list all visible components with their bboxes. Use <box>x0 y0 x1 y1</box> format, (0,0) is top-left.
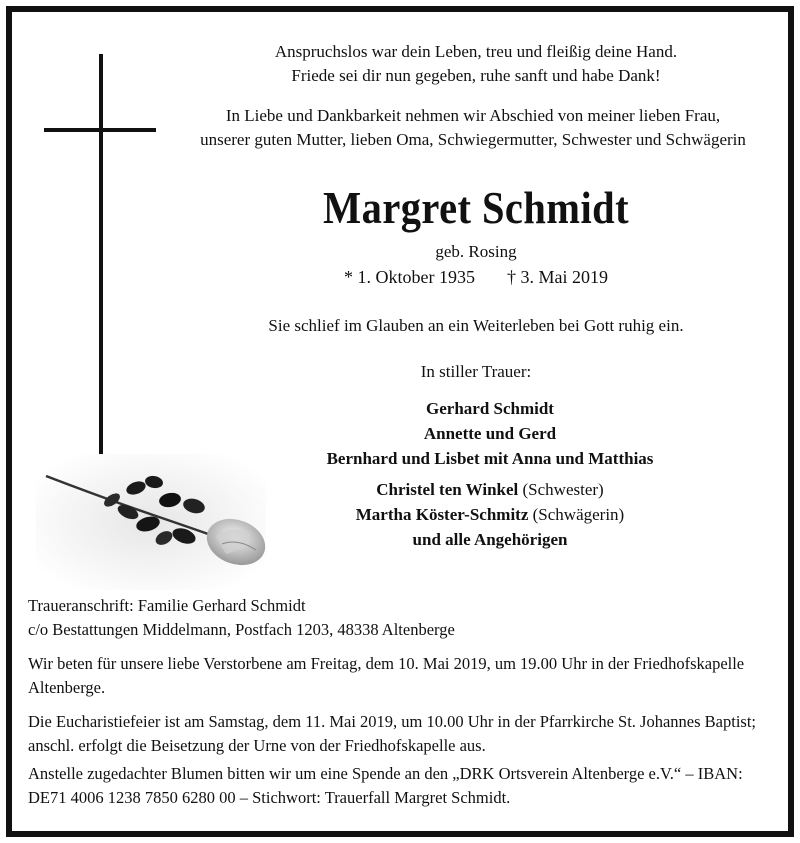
mourner <box>252 477 728 502</box>
cross-icon-bar <box>44 128 156 132</box>
faith-text: Sie schlief im Glauben an ein Weiterleben bei Gott ruhig ein. <box>268 316 684 335</box>
mourning-label <box>172 360 780 384</box>
mourners-list <box>252 396 728 552</box>
intro-line: In Liebe und Dankbarkeit nehmen wir Abschied von meiner lieben Frau, <box>225 106 721 125</box>
death-date: † 3. Mai 2019 <box>506 267 608 287</box>
maiden-name: geb. Rosing <box>435 242 517 261</box>
deceased-block <box>172 182 780 290</box>
cross-icon <box>99 54 103 464</box>
mourner <box>252 502 728 527</box>
address-line: Traueranschrift: Familie Gerhard Schmidt <box>28 596 306 615</box>
mourner-relation: (Schwägerin) <box>528 505 625 524</box>
rose-image <box>36 454 266 590</box>
mourner-name: Christel ten Winkel <box>376 480 519 499</box>
mourner <box>252 396 728 421</box>
birth-date: * 1. Oktober 1935 <box>344 267 475 287</box>
mourner-name: Martha Köster-Schmitz <box>355 505 529 524</box>
footer <box>28 594 778 810</box>
faith-line <box>172 314 780 338</box>
obituary-frame <box>6 6 794 837</box>
mourner-name: und alle Angehörigen <box>412 530 568 549</box>
poem-line: Friede sei dir nun gegeben, ruhe sanft und habe Dank! <box>291 66 661 85</box>
mourner-relation: (Schwester) <box>518 480 604 499</box>
address-line: c/o Bestattungen Middelmann, Postfach 1203, 48338 Altenberge <box>28 620 455 639</box>
poem-line: Anspruchslos war dein Leben, treu und fleißig deine Hand. <box>274 42 678 61</box>
mourner-name: Gerhard Schmidt <box>426 399 554 418</box>
deceased-name: Margret Schmidt <box>322 182 630 233</box>
intro <box>162 104 784 152</box>
mourning-label-text: In stiller Trauer: <box>420 362 532 381</box>
life-dates <box>172 264 780 290</box>
mourner <box>252 421 728 446</box>
mourner <box>252 527 728 552</box>
intro-line: unserer guten Mutter, lieben Oma, Schwiegermutter, Schwester und Schwägerin <box>200 130 746 149</box>
donation-paragraph: Anstelle zugedachter Blumen bitten wir um eine Spende an den „DRK Ortsverein Altenberge e.V.“ – IBAN: DE71 4006 1238 7850 6280 00 – Stichwort: Trauerfall Margret Schmidt. <box>28 764 743 807</box>
mourner <box>222 446 758 471</box>
poem <box>172 40 780 88</box>
mourner-name: Annette und Gerd <box>423 424 557 443</box>
service-paragraph: Die Eucharistiefeier ist am Samstag, dem 11. Mai 2019, um 10.00 Uhr in der Pfarrkirche St. Johannes Baptist; anschl. erfolgt die Beisetzung der Urne von der Friedhofskapelle aus. <box>28 712 756 755</box>
service-paragraph: Wir beten für unsere liebe Verstorbene am Freitag, dem 10. Mai 2019, um 19.00 Uhr in der Friedhofskapelle Altenberge. <box>28 654 745 697</box>
mourner-name: Bernhard und Lisbet mit Anna und Matthias <box>326 449 654 468</box>
